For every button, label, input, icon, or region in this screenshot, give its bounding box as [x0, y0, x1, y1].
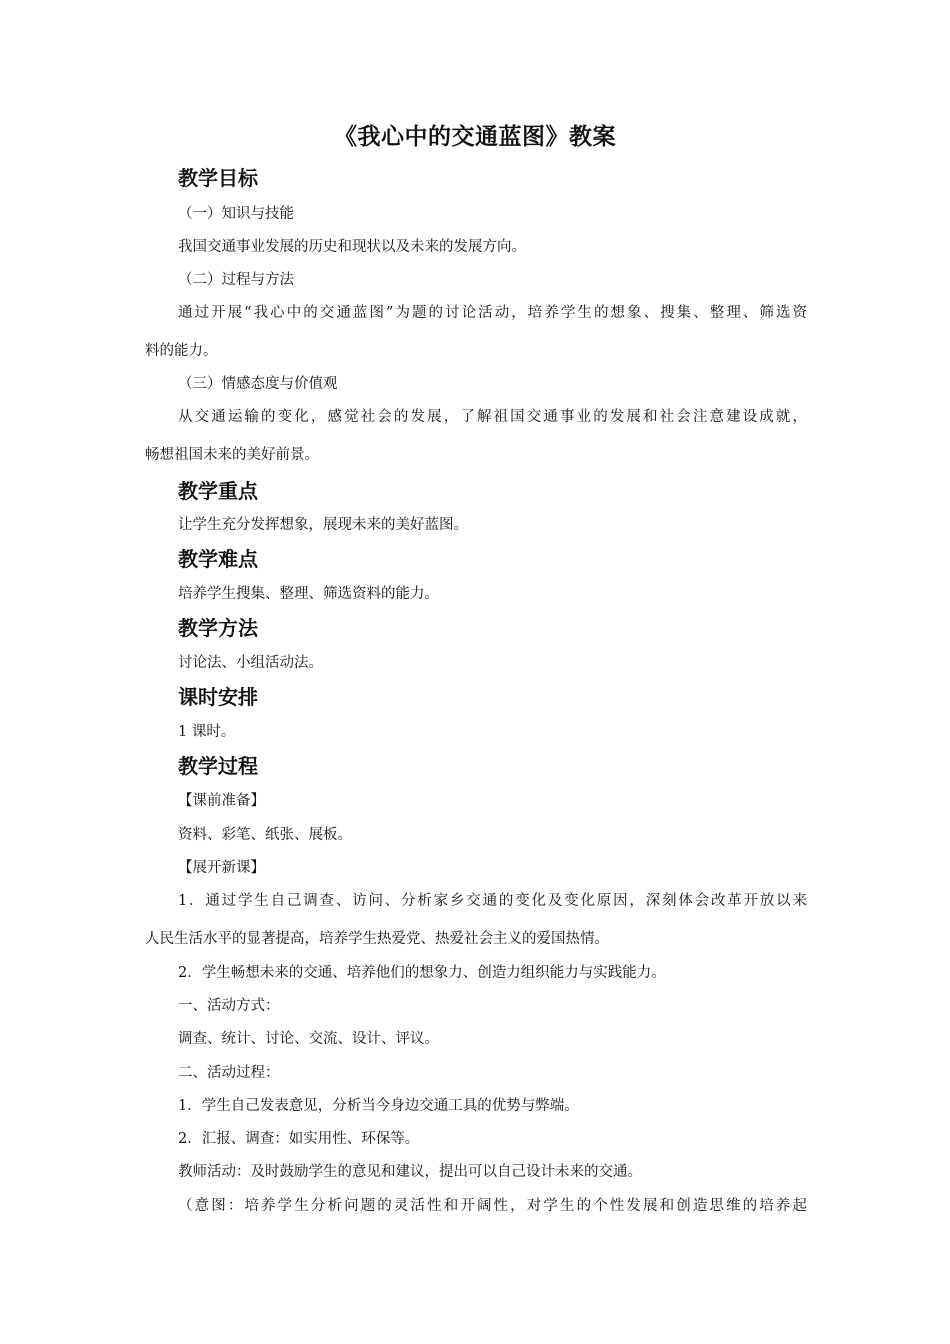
paragraph: 让学生充分发挥想象，展现未来的美好蓝图。 — [178, 517, 468, 533]
paragraph: 料的能力。 — [145, 343, 218, 359]
document-title: 《我心中的交通蓝图》教案 — [334, 124, 616, 150]
paragraph: 1．学生自己发表意见，分析当今身边交通工具的优势与弊端。 — [178, 1098, 579, 1114]
paragraph: 从交通运输的变化，感觉社会的发展，了解祖国交通事业的发展和社会注意建设成就， — [178, 409, 807, 425]
heading-difficulties: 教学难点 — [178, 547, 258, 571]
paragraph: 畅想祖国未来的美好前景。 — [145, 447, 319, 463]
subheading-knowledge: （一）知识与技能 — [178, 206, 294, 222]
paragraph: 调查、统计、讨论、交流、设计、评议。 — [178, 1031, 439, 1047]
subheading-process: （二）过程与方法 — [178, 272, 294, 288]
paragraph: 1 课时。 — [178, 724, 236, 740]
heading-schedule: 课时安排 — [178, 685, 258, 709]
paragraph: 培养学生搜集、整理、筛选资料的能力。 — [178, 586, 439, 602]
paragraph: 我国交通事业发展的历史和现状以及未来的发展方向。 — [178, 239, 526, 255]
paragraph: 1．通过学生自己调查、访问、分析家乡交通的变化及变化原因，深刻体会改革开放以来 — [178, 893, 807, 909]
paragraph: 通过开展“我心中的交通蓝图”为题的讨论活动，培养学生的想象、搜集、整理、筛选资 — [178, 305, 807, 321]
label-preparation: 【课前准备】 — [178, 793, 265, 809]
heading-process: 教学过程 — [178, 754, 258, 778]
paragraph: 讨论法、小组活动法。 — [178, 655, 323, 671]
subheading-attitude: （三）情感态度与价值观 — [178, 376, 338, 392]
label-activity-mode: 一、活动方式： — [178, 998, 280, 1014]
paragraph: 教师活动：及时鼓励学生的意见和建议，提出可以自己设计未来的交通。 — [178, 1164, 642, 1180]
heading-methods: 教学方法 — [178, 616, 258, 640]
heading-key-points: 教学重点 — [178, 479, 258, 503]
label-new-lesson: 【展开新课】 — [178, 860, 265, 876]
paragraph: 2．汇报、调查：如实用性、环保等。 — [178, 1131, 420, 1147]
paragraph: 2．学生畅想未来的交通、培养他们的想象力、创造力组织能力与实践能力。 — [178, 965, 666, 981]
paragraph: 资料、彩笔、纸张、展板。 — [178, 827, 352, 843]
paragraph: （意图：培养学生分析问题的灵活性和开阔性，对学生的个性发展和创造思维的培养起 — [178, 1198, 807, 1214]
heading-objectives: 教学目标 — [178, 166, 258, 190]
label-activity-process: 二、活动过程： — [178, 1065, 280, 1081]
paragraph: 人民生活水平的显著提高，培养学生热爱党、热爱社会主义的爱国热情。 — [145, 931, 609, 947]
